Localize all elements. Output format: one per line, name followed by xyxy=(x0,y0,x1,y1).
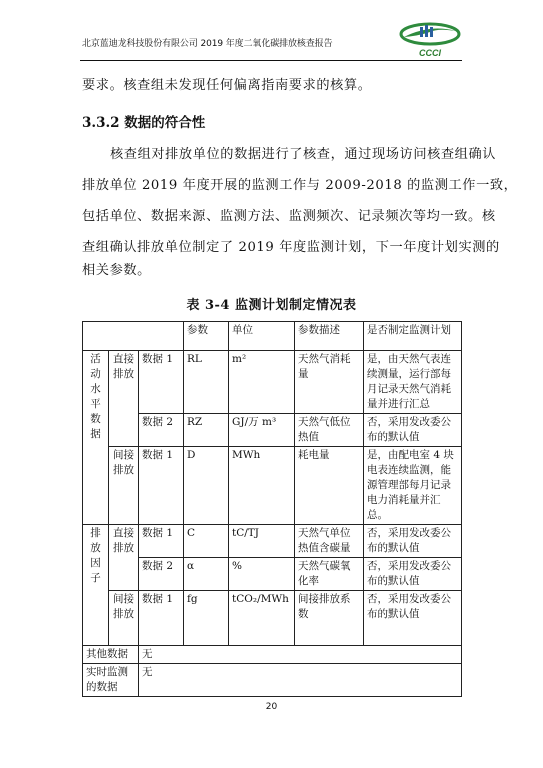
unit-cell: MWh xyxy=(229,447,295,525)
plan-cell: 是，由天然气表连续测量，运行部每月记录天然气消耗量并进行汇总 xyxy=(364,351,462,414)
header-rule xyxy=(80,60,462,61)
param-cell: RZ xyxy=(184,414,229,447)
table-header-row xyxy=(83,322,462,351)
paragraph-line: 排放单位 2019 年度开展的监测工作与 2009-2018 的监测工作一致， xyxy=(82,178,518,193)
unit-cell: GJ/万 m³ xyxy=(229,414,295,447)
table-row xyxy=(83,646,462,664)
param-cell: D xyxy=(184,447,229,525)
report-header-title: 北京蓝迪龙科技股份有限公司 2019 年度二氧化碳排放核查报告 xyxy=(82,39,333,49)
realtime-data-value: 无 xyxy=(139,664,462,697)
param-cell: C xyxy=(184,525,229,558)
other-data-value: 无 xyxy=(139,646,462,664)
data-label: 数据 1 xyxy=(139,591,184,646)
plan-cell: 否，采用发改委公布的默认值 xyxy=(364,591,462,646)
table-row xyxy=(83,414,462,447)
subcategory-indirect: 间接排放 xyxy=(109,447,139,525)
table-row xyxy=(83,525,462,558)
table-row xyxy=(83,591,462,646)
plan-cell: 是，由配电室 4 块电表连续监测，能源管理部每月记录电力消耗量并汇总。 xyxy=(364,447,462,525)
data-label: 数据 1 xyxy=(139,447,184,525)
unit-cell: % xyxy=(229,558,295,591)
desc-cell: 天然气低位热值 xyxy=(295,414,364,447)
param-cell: RL xyxy=(184,351,229,414)
unit-cell: tCO₂/MWh xyxy=(229,591,295,646)
unit-cell: tC/TJ xyxy=(229,525,295,558)
plan-cell: 否，采用发改委公布的默认值 xyxy=(364,525,462,558)
header-desc: 参数描述 xyxy=(295,322,364,351)
table-row xyxy=(83,558,462,591)
plan-cell: 否，采用发改委公布的默认值 xyxy=(364,414,462,447)
logo-text: CCCI xyxy=(419,48,441,58)
ccci-logo xyxy=(398,18,462,62)
header-unit: 单位 xyxy=(229,322,295,351)
data-label: 数据 1 xyxy=(139,525,184,558)
section-heading: 3.3.2 数据的符合性 xyxy=(82,115,206,131)
desc-cell: 天然气消耗量 xyxy=(295,351,364,414)
table-row xyxy=(83,447,462,525)
data-label: 数据 2 xyxy=(139,414,184,447)
paragraph-line: 相关参数。 xyxy=(82,263,151,278)
monitoring-plan-table xyxy=(82,321,462,697)
data-label: 数据 2 xyxy=(139,558,184,591)
table-caption: 表 3-4 监测计划制定情况表 xyxy=(186,298,357,313)
desc-cell: 天然气单位热值含碳量 xyxy=(295,525,364,558)
paragraph-line: 包括单位、数据来源、监测方法、监测频次、记录频次等均一致。核 xyxy=(82,209,496,224)
table-row xyxy=(83,664,462,697)
header-plan: 是否制定监测计划 xyxy=(364,322,462,351)
param-cell: fg xyxy=(184,591,229,646)
desc-cell: 天然气碳氧化率 xyxy=(295,558,364,591)
category-activity-data: 活动水平数据 xyxy=(83,351,109,525)
paragraph-line: 查组确认排放单位制定了 2019 年度监测计划，下一年度计划实测的 xyxy=(82,240,500,255)
desc-cell: 间接排放系数 xyxy=(295,591,364,646)
header-param: 参数 xyxy=(184,322,229,351)
header-empty-cell xyxy=(83,322,184,351)
subcategory-indirect: 间接排放 xyxy=(109,591,139,646)
desc-cell: 耗电量 xyxy=(295,447,364,525)
other-data-label: 其他数据 xyxy=(83,646,139,664)
realtime-data-label: 实时监测的数据 xyxy=(83,664,139,697)
subcategory-direct: 直接排放 xyxy=(109,351,139,447)
param-cell: α xyxy=(184,558,229,591)
paragraph-line: 核查组对排放单位的数据进行了核查，通过现场访问核查组确认 xyxy=(110,147,497,162)
table-row xyxy=(83,351,462,414)
data-label: 数据 1 xyxy=(139,351,184,414)
plan-cell: 否，采用发改委公布的默认值 xyxy=(364,558,462,591)
page-number: 20 xyxy=(265,702,278,712)
unit-cell: m² xyxy=(229,351,295,414)
intro-line: 要求。核查组未发现任何偏离指南要求的核算。 xyxy=(82,78,372,93)
category-emission-factor: 排放因子 xyxy=(83,525,109,646)
subcategory-direct: 直接排放 xyxy=(109,525,139,591)
